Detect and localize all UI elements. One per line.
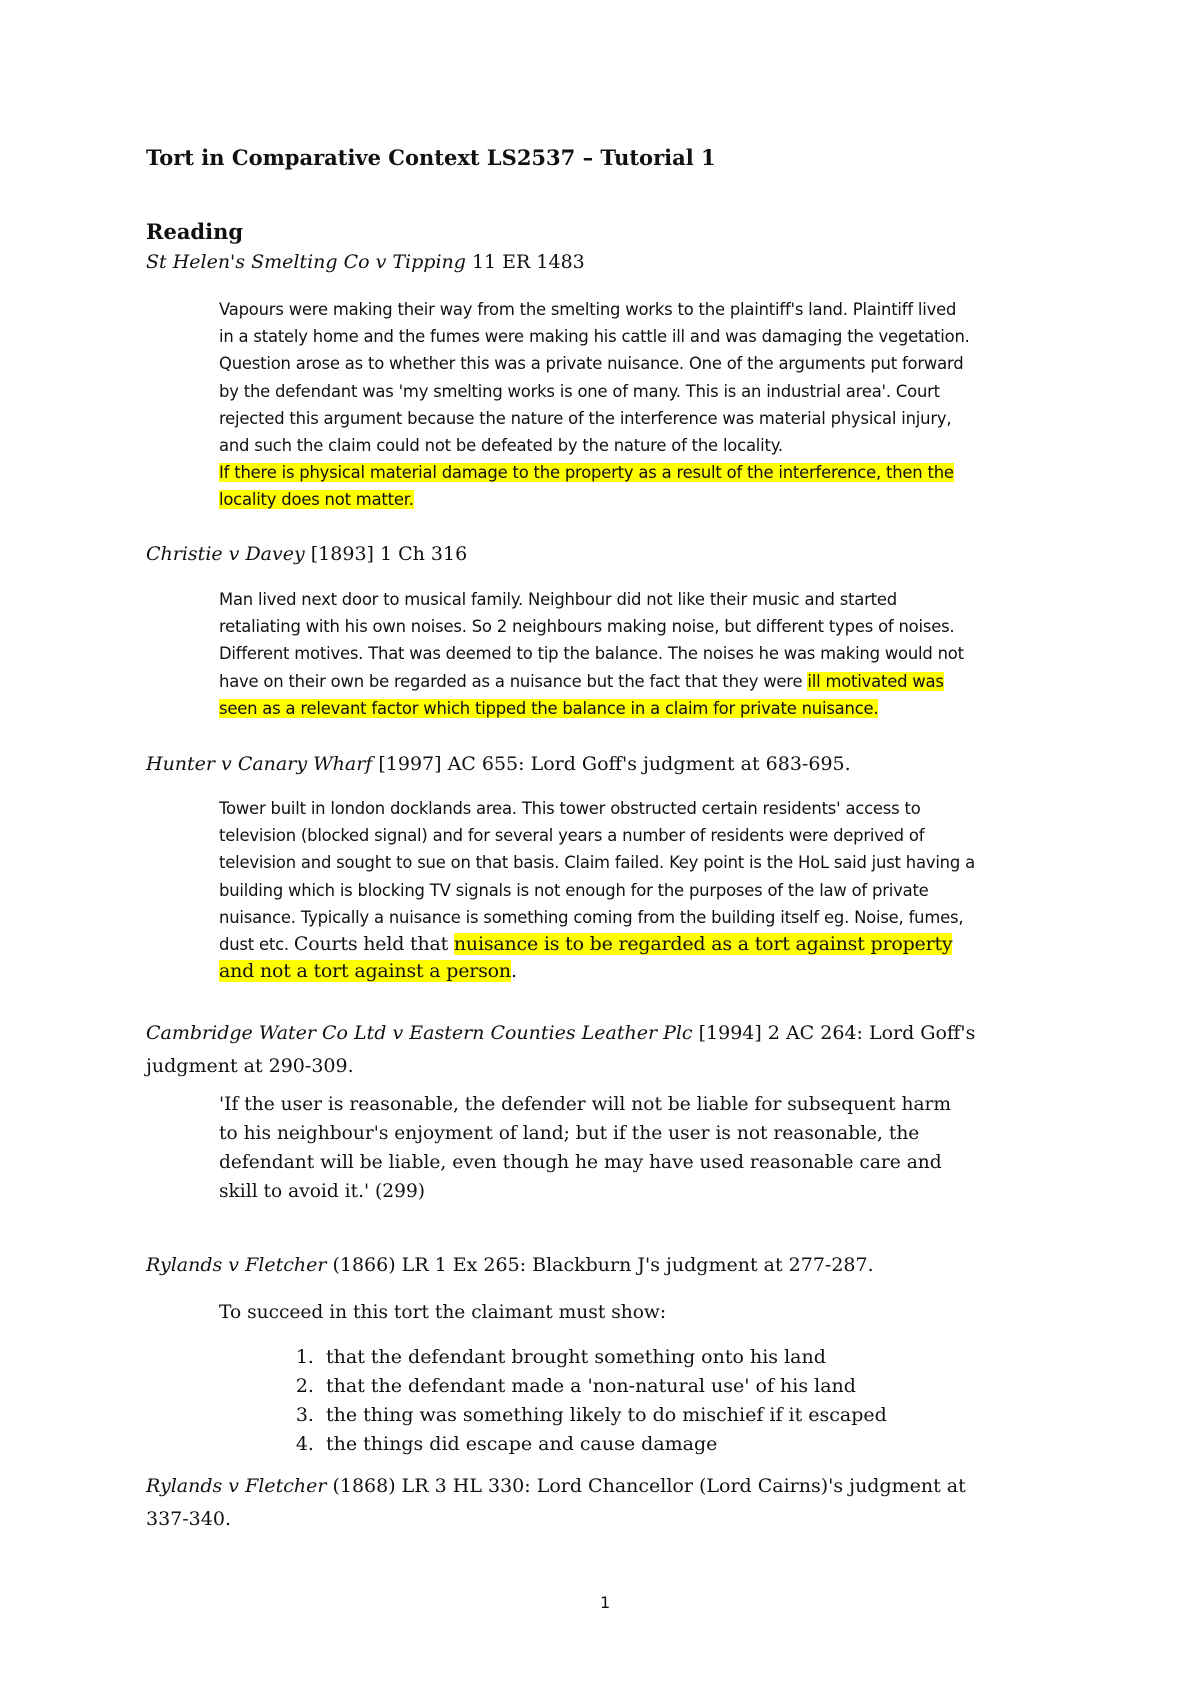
note-line: Tower built in london docklands area. This tower obstructed certain residents' access to	[219, 799, 921, 818]
highlighted-note: nuisance is to be regarded as a tort against property	[453, 933, 953, 956]
note-line: Different motives. That was deemed to tip the balance. The noises he was making would not	[219, 644, 964, 664]
note-line: nuisance. Typically a nuisance is something coming from the building itself eg. Noise, fumes,	[219, 907, 964, 927]
note-line: television (blocked signal) and for several years a number of residents were deprived of	[219, 826, 925, 846]
note-line: in a stately home and the fumes were making his cattle ill and was damaging the vegetation.	[219, 327, 970, 347]
note-text: have on their own be regarded as a nuisance but the fact that they were	[219, 671, 808, 691]
quote-line: defendant will be liable, even though he may have used reasonable care and	[219, 1152, 942, 1173]
note-line: television and sought to sue on that basis. Claim failed. Key point is the HoL said just having a	[219, 853, 975, 873]
rylands-intro: To succeed in this tort the claimant must show:	[219, 1302, 667, 1323]
case-name: Rylands v Fletcher	[146, 1254, 327, 1276]
case-heading-rylands-1866	[146, 1249, 874, 1282]
case-notes-christie	[219, 586, 1064, 722]
case-name: St Helen's Smelting Co v Tipping	[146, 251, 466, 273]
highlighted-note: ill motivated was	[807, 671, 944, 691]
quote-line: 'If the user is reasonable, the defender will not be liable for subsequent harm	[219, 1094, 952, 1115]
note-line: Question arose as to whether this was a private nuisance. One of the arguments put forward	[219, 354, 964, 374]
note-line: Vapours were making their way from the smelting works to the plaintiff's land. Plaintiff lived	[219, 300, 957, 319]
requirements-list	[280, 1343, 887, 1459]
note-line: and such the claim could not be defeated by the nature of the locality.	[219, 436, 783, 456]
note-text: .	[510, 960, 517, 983]
case-notes-hunter	[219, 795, 1064, 985]
page-number: 1	[600, 1593, 611, 1612]
note-text: dust etc.	[219, 935, 294, 955]
highlighted-note: seen as a relevant factor which tipped the balance in a claim for private nuisance.	[219, 698, 879, 718]
case-citation-continued: 337-340.	[146, 1508, 231, 1530]
case-citation-continued: judgment at 290-309.	[146, 1055, 354, 1077]
note-line: retaliating with his own noises. So 2 neighbours making noise, but different types of noises.	[219, 617, 955, 637]
case-citation: (1866) LR 1 Ex 265: Blackburn J's judgment at 277-287.	[326, 1254, 874, 1276]
list-item: 1. that the defendant brought something onto his land	[320, 1343, 887, 1372]
highlighted-note: If there is physical material damage to the property as a result of the interference, then the	[219, 463, 954, 483]
case-notes-st-helens	[219, 296, 1064, 514]
quote-line: to his neighbour's enjoyment of land; but if the user is not reasonable, the	[219, 1123, 920, 1144]
case-heading-rylands-1868	[146, 1470, 1061, 1536]
document-title: Tort in Comparative Context LS2537 – Tutorial 1	[146, 145, 716, 170]
list-item: 3. the thing was something likely to do mischief if it escaped	[320, 1401, 887, 1430]
case-citation: [1997] AC 655: Lord Goff's judgment at 683-695.	[372, 753, 851, 775]
case-name: Cambridge Water Co Ltd v Eastern Counties Leather Plc	[146, 1022, 693, 1044]
highlighted-note: and not a tort against a person	[219, 960, 511, 983]
case-name: Rylands v Fletcher	[146, 1475, 327, 1497]
note-line: Man lived next door to musical family. Neighbour did not like their music and started	[219, 590, 897, 609]
list-item: 4. the things did escape and cause damage	[320, 1430, 887, 1459]
list-item: 2. that the defendant made a 'non-natural use' of his land	[320, 1372, 887, 1401]
case-citation: [1893] 1 Ch 316	[304, 543, 468, 565]
note-line: building which is blocking TV signals is not enough for the purposes of the law of private	[219, 880, 929, 900]
case-quote-cambridge-water	[219, 1090, 1064, 1206]
note-line: by the defendant was 'my smelting works is one of many. This is an industrial area'. Court	[219, 381, 940, 401]
case-citation: (1868) LR 3 HL 330: Lord Chancellor (Lord Cairns)'s judgment at	[326, 1475, 966, 1497]
case-heading-st-helens	[146, 246, 585, 279]
case-name: Hunter v Canary Wharf	[146, 753, 373, 775]
note-line: rejected this argument because the nature of the interference was material physical injury,	[219, 408, 952, 428]
case-heading-hunter	[146, 748, 851, 781]
quote-line: skill to avoid it.' (299)	[219, 1181, 426, 1202]
case-citation: 11 ER 1483	[465, 251, 585, 273]
case-name: Christie v Davey	[146, 543, 305, 565]
case-citation: [1994] 2 AC 264: Lord Goff's	[692, 1022, 976, 1044]
note-text: Courts held that	[293, 933, 454, 956]
case-heading-cambridge-water	[146, 1017, 1061, 1083]
case-heading-christie	[146, 538, 467, 571]
reading-heading: Reading	[146, 219, 244, 244]
highlighted-note: locality does not matter.	[219, 490, 414, 510]
